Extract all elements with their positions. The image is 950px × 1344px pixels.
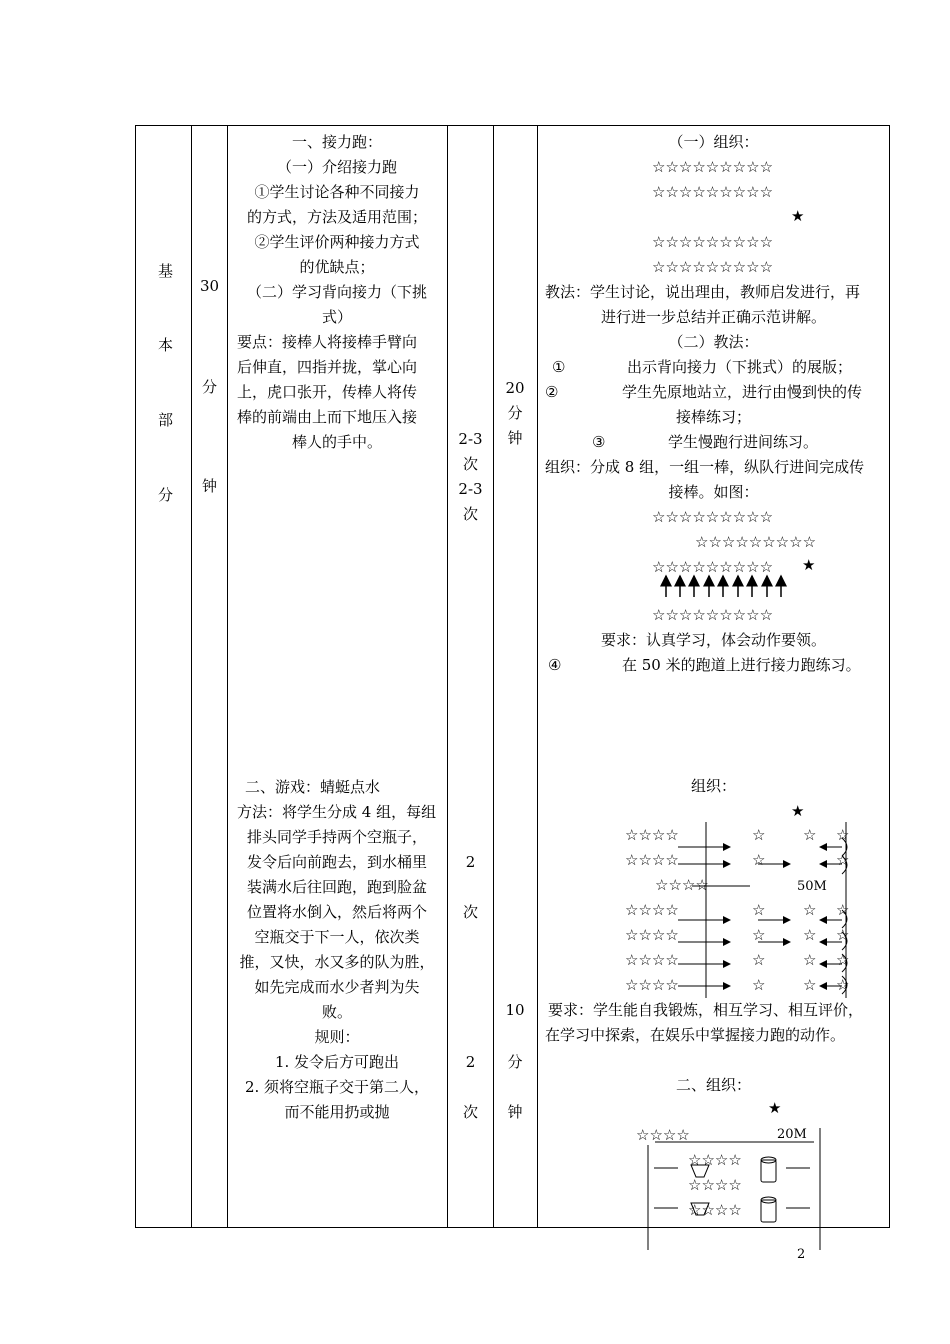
marker-star: ☆ [752,826,766,844]
relay-key-point: 后伸直，四指并拢，掌心向 [237,358,418,376]
game-title: 二、游戏：蜻蜓点水 [245,778,381,796]
teacher-marker: ★ [768,1099,782,1117]
game-method: 位置将水倒入，然后将两个 [246,903,427,921]
org-text: 组织：分成 8 组，一组一棒，纵队行进间完成传 [545,458,865,476]
game-method: 装满水后往回跑，跑到脸盆 [246,878,427,896]
game-rule: 2. 须将空瓶子交于第二人， [244,1078,430,1096]
step-number: ② [545,383,559,401]
reps: 2 [465,853,476,871]
reps: 2-3 [458,430,483,448]
relay-point: ①学生讨论各种不同接力 [254,183,420,201]
game-method: 方法：将学生分成 4 组，每组 [237,803,437,821]
marker-star: ☆ [803,826,817,844]
time-unit: 分 [507,404,523,422]
game-method: 空瓶交于下一人，依次类 [254,928,420,946]
marker-star: ☆ [836,951,850,969]
marker-star: ☆ [752,976,766,994]
game2-field [648,1128,820,1250]
teacher-marker: ★ [791,802,805,820]
relay-sub1: （一）介绍接力跑 [276,158,397,176]
team-row: ☆☆☆☆ [655,876,709,894]
marker-star: ☆ [836,901,850,919]
student-row: ☆☆☆☆☆☆☆☆☆ [652,158,774,176]
game-method: 发令后向前跑去，到水桶里 [246,853,427,871]
duration-number: 30 [200,277,220,295]
marker-star: ☆ [803,926,817,944]
student-row: ☆☆☆☆☆☆☆☆☆ [695,533,817,551]
time-unit: 分 [507,1053,523,1071]
team-row: ☆☆☆☆ [688,1201,742,1219]
team-row: ☆☆☆☆ [625,901,679,919]
step-text: 学生慢跑行进间练习。 [668,433,819,451]
step-text: 接棒练习； [675,408,751,426]
game-method: 如先完成而水少者判为失 [254,978,420,996]
marker-star: ☆ [752,851,766,869]
method-text: 教法：学生讨论，说出理由，教师启发进行，再 [545,283,861,301]
distance-label: 20M [777,1127,807,1142]
game-method: 排头同学手持两个空瓶子， [246,828,427,846]
step-text: 出示背向接力（下挑式）的展版； [627,358,853,376]
step-number: ③ [592,433,606,451]
team-row: ☆☆☆☆ [688,1176,742,1194]
section-label-char: 基 [158,262,174,280]
step-text: 在 50 米的跑道上进行接力跑练习。 [622,656,861,674]
reps-unit: 次 [462,505,478,523]
team-row: ☆☆☆☆ [625,851,679,869]
relay-key-point: 棒的前端由上而下地压入接 [237,408,418,426]
relay-point: 的优缺点； [299,258,375,276]
relay-point: 的方式，方法及适用范围； [246,208,427,226]
section-label-char: 部 [158,411,174,429]
section-label-char: 分 [158,486,174,504]
marker-star: ☆ [752,951,766,969]
team-row: ☆☆☆☆ [636,1126,690,1144]
requirement-text: 在学习中探索，在娱乐中掌握接力跑的动作。 [545,1026,846,1044]
time-number: 20 [505,379,525,397]
requirement-text: 要求：学生能自我锻炼，相互学习、相互评价， [548,1001,864,1019]
student-row: ☆☆☆☆☆☆☆☆☆ [652,508,774,526]
marker-star: ☆ [803,976,817,994]
student-row: ☆☆☆☆☆☆☆☆☆ [652,258,774,276]
step-text: 学生先原地站立，进行由慢到快的传 [622,383,863,401]
relay-key-point: 要点：接棒人将接棒手臂向 [237,333,418,351]
game-rules-title: 规则： [314,1028,360,1046]
requirement-text: 要求：认真学习，体会动作要领。 [600,631,826,649]
duration-unit: 分 [202,378,218,396]
marker-star: ☆ [836,976,850,994]
relay-key-point: 上，虎口张开，传棒人将传 [237,383,418,401]
game-rule: 1. 发令后方可跑出 [274,1053,400,1071]
duration-unit: 钟 [202,477,218,495]
team-row: ☆☆☆☆ [625,976,679,994]
game-rule: 而不能用扔或抛 [284,1103,390,1121]
org-title: 组织： [690,777,736,795]
reps: 2-3 [458,480,483,498]
teacher-marker: ★ [791,207,805,225]
marker-star: ☆ [836,926,850,944]
method-text: 进行进一步总结并正确示范讲解。 [600,308,826,326]
student-row: ☆☆☆☆☆☆☆☆☆ [652,233,774,251]
team-row: ☆☆☆☆ [625,926,679,944]
student-row: ☆☆☆☆☆☆☆☆☆ [652,606,774,624]
marker-star: ☆ [752,901,766,919]
step-number: ① [552,358,566,376]
reps-unit: 次 [462,903,478,921]
marker-star: ☆ [836,826,850,844]
reps: 2 [465,1053,476,1071]
student-row: ☆☆☆☆☆☆☆☆☆ [652,183,774,201]
game-method: 推，又快，水又多的队为胜， [239,953,435,971]
section-label-char: 本 [158,336,174,354]
marker-star: ☆ [803,951,817,969]
teacher-marker: ★ [802,556,816,574]
team-row: ☆☆☆☆ [625,951,679,969]
team-row: ☆☆☆☆ [625,826,679,844]
relay-title: 一、接力跑： [291,133,382,151]
org-title: （一）组织： [668,133,759,151]
org-text: 接棒。如图： [668,483,759,501]
team-row: ☆☆☆☆ [688,1151,742,1169]
relay-arrows [666,576,781,597]
relay-sub2: （二）学习背向接力（下挑 [246,283,427,301]
time-unit: 钟 [507,429,523,447]
student-row: ☆☆☆☆☆☆☆☆☆ [652,558,774,576]
game-method: 败。 [321,1003,352,1021]
marker-star: ☆ [836,851,850,869]
page-number: 2 [797,1247,806,1262]
time-number: 10 [505,1001,525,1019]
reps-unit: 次 [462,1103,478,1121]
game-field-lines [678,822,850,998]
marker-star: ☆ [752,926,766,944]
relay-key-point: 棒人的手中。 [291,433,382,451]
method2-title: （二）教法： [668,333,759,351]
distance-label: 50M [797,879,827,894]
time-unit: 钟 [507,1103,523,1121]
marker-star: ☆ [803,901,817,919]
relay-sub2: 式） [321,308,352,326]
step-number: ④ [548,656,562,674]
org2-title: 二、组织： [675,1076,751,1094]
relay-point: ②学生评价两种接力方式 [254,233,420,251]
reps-unit: 次 [462,455,478,473]
